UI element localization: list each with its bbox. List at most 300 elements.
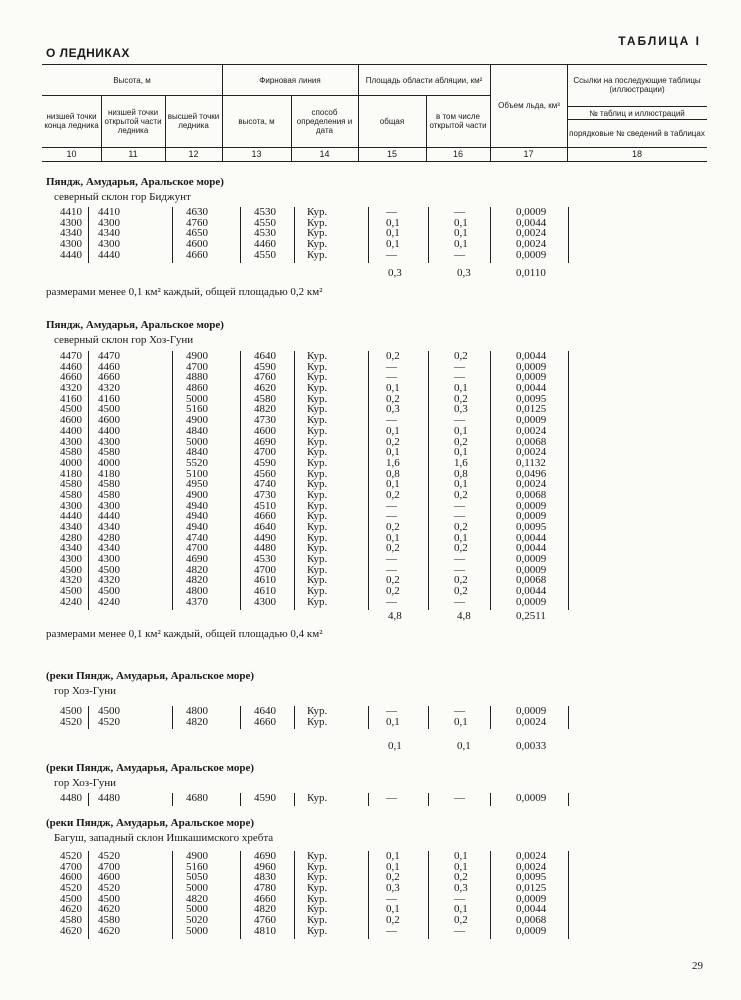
table-cell: 0,8 — [386, 467, 400, 480]
table-cell: 4500 — [98, 563, 120, 576]
table-cell: 4410 — [98, 206, 120, 218]
table-cell: 4760 — [254, 914, 276, 927]
table-cell: 5000 — [186, 882, 208, 895]
table-cell: 4500 — [98, 892, 120, 905]
table-cell: 0,2 — [386, 521, 400, 533]
table-cell: 4340 — [98, 227, 120, 240]
table-cell: 0,0068 — [516, 488, 547, 501]
table-cell: 5050 — [186, 871, 208, 884]
table-cell: 4300 — [98, 499, 120, 512]
table-cell: 0,0009 — [516, 563, 547, 576]
total-value: 0,2511 — [516, 610, 546, 622]
table-cell: 4600 — [60, 414, 82, 427]
table-cell: 4520 — [60, 882, 82, 895]
table-cell: 0,1 — [454, 216, 468, 229]
table-cell: 0,2 — [454, 542, 468, 555]
table-cell: 0,2 — [454, 871, 468, 884]
table-cell: 4820 — [186, 715, 208, 728]
table-cell: 0,2 — [386, 574, 400, 587]
table-cell: 4410 — [60, 206, 82, 218]
table-cell: 4320 — [60, 382, 82, 395]
table-cell: 4320 — [60, 574, 82, 587]
table-cell: 4590 — [254, 360, 276, 373]
table-cell: 0,1 — [454, 238, 468, 251]
table-cell: Кур. — [307, 563, 328, 576]
table-cell: 4480 — [254, 542, 276, 555]
table-cell: Кур. — [307, 914, 328, 927]
table-cell: 0,0496 — [516, 467, 547, 480]
table-cell: 0,1 — [386, 227, 400, 240]
total-value: 0,0110 — [516, 267, 546, 279]
table-cell: 4500 — [60, 563, 82, 576]
table-cell: 0,3 — [454, 882, 468, 895]
table-cell: 4700 — [254, 563, 276, 576]
col-number: 16 — [452, 149, 463, 159]
table-cell: 0,1 — [454, 860, 468, 873]
table-cell: Кур. — [307, 882, 328, 895]
page-number: 29 — [692, 960, 703, 972]
table-cell: 4940 — [186, 521, 208, 533]
table-cell: Кур. — [307, 414, 328, 427]
table-cell: 4000 — [60, 456, 82, 469]
table-cell: 4800 — [186, 585, 208, 598]
table-cell: 4500 — [60, 892, 82, 905]
table-cell: 0,0095 — [516, 521, 547, 533]
table-cell: 0,2 — [454, 914, 468, 927]
table-cell: 0,1 — [386, 478, 400, 491]
section-title: Пяндж, Амударья, Аральское море) — [46, 176, 224, 188]
table-cell: 4840 — [186, 446, 208, 459]
col-number: 17 — [523, 149, 534, 159]
total-value: 0,0033 — [516, 740, 547, 752]
table-cell: 4820 — [186, 574, 208, 587]
table-cell: — — [386, 360, 397, 373]
section-subtitle: Багуш, западный склон Ишкашимского хребта — [54, 832, 274, 844]
table-row — [0, 793, 741, 804]
table-cell: 4000 — [98, 456, 120, 469]
section-note: размерами менее 0,1 км² каждый, общей площадью 0,4 км² — [46, 628, 323, 640]
table-cell: 4550 — [254, 248, 276, 261]
table-cell: 0,0095 — [516, 392, 547, 405]
table-cell: 4590 — [254, 792, 276, 804]
table-cell: 4530 — [254, 553, 276, 566]
total-value: 4,8 — [388, 610, 402, 622]
col-16: в том числе открытой части — [429, 112, 487, 130]
table-cell: 0,0009 — [516, 510, 547, 523]
col-number: 13 — [251, 149, 262, 159]
table-cell: 4500 — [60, 403, 82, 416]
table-cell: 4580 — [60, 478, 82, 491]
table-cell: 0,0009 — [516, 553, 547, 566]
table-cell: 4520 — [60, 715, 82, 728]
table-cell: 4580 — [60, 914, 82, 927]
table-cell: 4500 — [60, 705, 82, 717]
table-cell: 4960 — [254, 860, 276, 873]
table-cell: 0,0044 — [516, 216, 547, 229]
section-title: (реки Пяндж, Амударья, Аральское море) — [46, 762, 255, 774]
table-cell: 0,0044 — [516, 542, 547, 555]
table-cell: 5000 — [186, 924, 208, 937]
table-cell: 0,0044 — [516, 585, 547, 598]
table-cell: 4300 — [60, 435, 82, 448]
total-value: 0,1 — [388, 740, 402, 752]
table-cell: 4510 — [254, 499, 276, 512]
table-cell: 4620 — [98, 903, 120, 916]
table-cell: 4520 — [98, 882, 120, 895]
table-cell: 4700 — [254, 446, 276, 459]
table-cell: 0,1 — [386, 903, 400, 916]
table-cell: 4490 — [254, 531, 276, 544]
section-subtitle: гор Хоз-Гуни — [54, 777, 116, 789]
table-cell: 4700 — [186, 542, 208, 555]
table-cell: Кур. — [307, 488, 328, 501]
table-cell: 0,2 — [386, 542, 400, 555]
table-cell: 4700 — [186, 360, 208, 373]
table-cell: 4620 — [98, 924, 120, 937]
table-cell: Кур. — [307, 903, 328, 916]
table-cell: Кур. — [307, 478, 328, 491]
table-cell: — — [386, 792, 397, 804]
table-cell: 4820 — [186, 892, 208, 905]
table-cell: 5520 — [186, 456, 208, 469]
table-cell: 4760 — [254, 371, 276, 384]
table-cell: 5000 — [186, 903, 208, 916]
table-cell: 4580 — [254, 392, 276, 405]
table-cell: Кур. — [307, 248, 328, 261]
table-cell: Кур. — [307, 510, 328, 523]
table-cell: 4480 — [98, 792, 120, 804]
table-cell: 4280 — [60, 531, 82, 544]
table-cell: 4180 — [98, 467, 120, 480]
table-cell: Кур. — [307, 435, 328, 448]
table-cell: 5100 — [186, 467, 208, 480]
table-cell: 4340 — [60, 227, 82, 240]
table-cell: — — [454, 206, 465, 218]
table-cell: 0,0009 — [516, 892, 547, 905]
table-cell: 4700 — [98, 860, 120, 873]
table-cell: 0,0125 — [516, 882, 547, 895]
table-cell: Кур. — [307, 553, 328, 566]
table-cell: 0,1 — [454, 424, 468, 437]
table-cell: Кур. — [307, 871, 328, 884]
group-height: Высота, м — [113, 75, 151, 85]
table-cell: — — [386, 563, 397, 576]
table-cell: 4240 — [60, 595, 82, 608]
table-cell: 0,0009 — [516, 924, 547, 937]
table-cell: 0,0024 — [516, 478, 547, 491]
table-cell: Кур. — [307, 456, 328, 469]
table-cell: 0,2 — [386, 435, 400, 448]
table-cell: 4900 — [186, 488, 208, 501]
table-cell: 4440 — [98, 248, 120, 261]
table-cell: 0,2 — [454, 521, 468, 533]
table-cell: 4660 — [254, 892, 276, 905]
table-cell: 4440 — [60, 510, 82, 523]
table-cell: 0,2 — [386, 914, 400, 927]
table-cell: 0,0044 — [516, 903, 547, 916]
table-cell: 0,0024 — [516, 715, 547, 728]
table-cell: 4440 — [98, 510, 120, 523]
table-cell: 0,3 — [454, 403, 468, 416]
col-15: общая — [379, 116, 405, 126]
table-cell: 4440 — [60, 248, 82, 261]
table-cell: 4460 — [60, 360, 82, 373]
table-cell: — — [454, 553, 465, 566]
table-cell: 4500 — [98, 403, 120, 416]
table-cell: Кур. — [307, 585, 328, 598]
table-cell: — — [454, 371, 465, 384]
table-cell: 4580 — [98, 478, 120, 491]
group-ablation: Площадь области абляции, км² — [365, 75, 483, 85]
section-note: размерами менее 0,1 км² каждый, общей площадью 0,2 км² — [46, 286, 323, 298]
col-10: низшей точки конца ледника — [44, 112, 99, 130]
table-cell: 4530 — [254, 206, 276, 218]
table-cell: Кур. — [307, 715, 328, 728]
section-label: О ЛЕДНИКАХ — [46, 46, 130, 60]
table-cell: 0,1 — [454, 903, 468, 916]
table-cell: Кур. — [307, 924, 328, 937]
table-cell: Кур. — [307, 499, 328, 512]
table-cell: 0,8 — [454, 467, 468, 480]
table-cell: 0,0009 — [516, 206, 547, 218]
table-cell: 4880 — [186, 371, 208, 384]
section-title: Пяндж, Амударья, Аральское море) — [46, 319, 224, 331]
table-cell: — — [386, 499, 397, 512]
table-cell: Кур. — [307, 531, 328, 544]
table-cell: 4830 — [254, 871, 276, 884]
table-cell: 4590 — [254, 456, 276, 469]
table-cell: 0,2 — [386, 871, 400, 884]
table-cell: 4650 — [186, 227, 208, 240]
table-cell: 4470 — [60, 350, 82, 362]
col-18b: порядковые № сведений в таблицах — [569, 128, 705, 138]
col-number: 10 — [66, 149, 77, 159]
table-cell: 4640 — [254, 521, 276, 533]
table-cell: 4820 — [186, 563, 208, 576]
table-cell: 4530 — [254, 227, 276, 240]
table-cell: 4900 — [186, 350, 208, 362]
table-cell: 0,1 — [454, 850, 468, 862]
table-cell: Кур. — [307, 595, 328, 608]
table-cell: 4340 — [60, 542, 82, 555]
table-cell: 4810 — [254, 924, 276, 937]
table-cell: 5160 — [186, 860, 208, 873]
table-cell: 0,0009 — [516, 360, 547, 373]
table-cell: 4740 — [254, 478, 276, 491]
table-cell: Кур. — [307, 238, 328, 251]
table-cell: 0,0009 — [516, 248, 547, 261]
table-cell: 0,0095 — [516, 871, 547, 884]
table-cell: 4600 — [254, 424, 276, 437]
table-cell: 4640 — [254, 350, 276, 362]
table-cell: 5020 — [186, 914, 208, 927]
table-cell: 4300 — [60, 499, 82, 512]
table-cell: 4520 — [98, 850, 120, 862]
table-cell: 4300 — [98, 435, 120, 448]
table-row — [0, 717, 741, 728]
table-cell: 0,2 — [454, 585, 468, 598]
table-cell: 0,2 — [454, 488, 468, 501]
table-cell: 4180 — [60, 467, 82, 480]
table-cell: 0,0044 — [516, 350, 547, 362]
table-cell: Кур. — [307, 446, 328, 459]
table-cell: 4580 — [98, 488, 120, 501]
table-cell: Кур. — [307, 521, 328, 533]
table-cell: 0,1 — [386, 238, 400, 251]
table-cell: 4600 — [60, 871, 82, 884]
table-cell: — — [386, 924, 397, 937]
table-cell: — — [386, 371, 397, 384]
table-cell: 4520 — [60, 850, 82, 862]
table-cell: — — [386, 553, 397, 566]
table-cell: 0,1 — [454, 478, 468, 491]
col-13: высота, м — [238, 116, 275, 126]
table-cell: 0,2 — [454, 574, 468, 587]
table-cell: 4740 — [186, 531, 208, 544]
table-cell: 0,2 — [454, 435, 468, 448]
table-cell: 4300 — [98, 216, 120, 229]
table-cell: — — [386, 705, 397, 717]
table-cell: Кур. — [307, 574, 328, 587]
table-header — [42, 64, 707, 162]
table-cell: — — [454, 499, 465, 512]
group-firn: Фирновая линия — [259, 75, 321, 85]
table-cell: 0,0125 — [516, 403, 547, 416]
table-cell: 4580 — [98, 914, 120, 927]
table-cell: 0,3 — [386, 403, 400, 416]
table-cell: 0,0024 — [516, 227, 547, 240]
table-cell: 0,1 — [386, 715, 400, 728]
table-cell: — — [454, 563, 465, 576]
table-cell: Кур. — [307, 227, 328, 240]
table-cell: 4610 — [254, 574, 276, 587]
section-title: (реки Пяндж, Амударья, Аральское море) — [46, 817, 255, 829]
table-cell: 0,0009 — [516, 792, 547, 804]
table-cell: 4950 — [186, 478, 208, 491]
table-row — [0, 426, 741, 437]
table-cell: 0,0024 — [516, 446, 547, 459]
table-cell: 4940 — [186, 499, 208, 512]
table-cell: 4580 — [60, 446, 82, 459]
table-cell: 4660 — [60, 371, 82, 384]
table-cell: 4610 — [254, 585, 276, 598]
total-value: 4,8 — [457, 610, 471, 622]
section-subtitle: гор Хоз-Гуни — [54, 685, 116, 697]
table-cell: 4730 — [254, 488, 276, 501]
table-cell: 4300 — [98, 238, 120, 251]
section-rows — [0, 207, 741, 260]
section-rows — [0, 793, 741, 804]
table-cell: — — [386, 414, 397, 427]
col-number: 12 — [188, 149, 199, 159]
table-cell: 4460 — [254, 238, 276, 251]
table-cell: 4630 — [186, 206, 208, 218]
table-cell: 4300 — [254, 595, 276, 608]
table-cell: — — [454, 892, 465, 905]
table-cell: 0,1 — [454, 446, 468, 459]
table-cell: Кур. — [307, 350, 328, 362]
table-cell: 0,0044 — [516, 382, 547, 395]
section-rows — [0, 851, 741, 937]
table-cell: 4300 — [60, 216, 82, 229]
table-cell: 4660 — [186, 248, 208, 261]
table-cell: 4550 — [254, 216, 276, 229]
table-cell: 5160 — [186, 403, 208, 416]
table-cell: 4300 — [60, 553, 82, 566]
total-value: 0,3 — [457, 267, 471, 279]
table-cell: 4160 — [98, 392, 120, 405]
table-cell: Кур. — [307, 467, 328, 480]
table-cell: 0,0009 — [516, 705, 547, 717]
table-label: ТАБЛИЦА I — [618, 34, 701, 48]
col-11: низшей точки открытой части ледника — [104, 107, 162, 135]
table-cell: 0,1 — [386, 216, 400, 229]
table-cell: — — [454, 924, 465, 937]
table-cell: 4680 — [186, 792, 208, 804]
table-cell: 4600 — [98, 871, 120, 884]
col-number: 15 — [386, 149, 397, 159]
table-cell: — — [454, 705, 465, 717]
table-row — [0, 250, 741, 261]
table-cell: 0,1 — [386, 382, 400, 395]
table-cell: 4300 — [98, 553, 120, 566]
table-cell: 1,6 — [454, 456, 468, 469]
table-cell: — — [454, 414, 465, 427]
table-cell: 4900 — [186, 850, 208, 862]
table-cell: 4640 — [254, 705, 276, 717]
table-cell: 0,2 — [454, 392, 468, 405]
table-cell: 4730 — [254, 414, 276, 427]
table-cell: 4500 — [60, 585, 82, 598]
table-cell: Кур. — [307, 371, 328, 384]
table-cell: 4340 — [98, 521, 120, 533]
table-cell: 4470 — [98, 350, 120, 362]
table-row — [0, 597, 741, 608]
table-cell: Кур. — [307, 382, 328, 395]
col-number: 11 — [128, 149, 138, 159]
table-cell: — — [454, 792, 465, 804]
table-cell: 4460 — [98, 360, 120, 373]
table-cell: 4900 — [186, 414, 208, 427]
table-cell: 0,2 — [386, 488, 400, 501]
table-cell: Кур. — [307, 206, 328, 218]
table-cell: 0,0024 — [516, 850, 547, 862]
table-cell: 4160 — [60, 392, 82, 405]
col-18a: № таблиц и иллюстраций — [589, 108, 685, 118]
table-cell: 4700 — [60, 860, 82, 873]
table-cell: 4340 — [98, 542, 120, 555]
table-cell: 4660 — [98, 371, 120, 384]
table-cell: 5000 — [186, 435, 208, 448]
table-cell: Кур. — [307, 424, 328, 437]
table-cell: Кур. — [307, 792, 328, 804]
section-rows — [0, 351, 741, 608]
section-subtitle: северный склон гор Биджунт — [54, 191, 191, 203]
table-cell: 0,1 — [454, 227, 468, 240]
table-cell: Кур. — [307, 392, 328, 405]
table-cell: 4370 — [186, 595, 208, 608]
table-cell: 4690 — [254, 435, 276, 448]
table-cell: 0,0068 — [516, 435, 547, 448]
table-cell: — — [454, 360, 465, 373]
table-cell: 0,1 — [454, 715, 468, 728]
table-cell: — — [386, 248, 397, 261]
table-cell: Кур. — [307, 360, 328, 373]
table-cell: 4400 — [60, 424, 82, 437]
table-cell: 4500 — [98, 705, 120, 717]
table-cell: 0,1 — [386, 850, 400, 862]
table-cell: 4940 — [186, 510, 208, 523]
